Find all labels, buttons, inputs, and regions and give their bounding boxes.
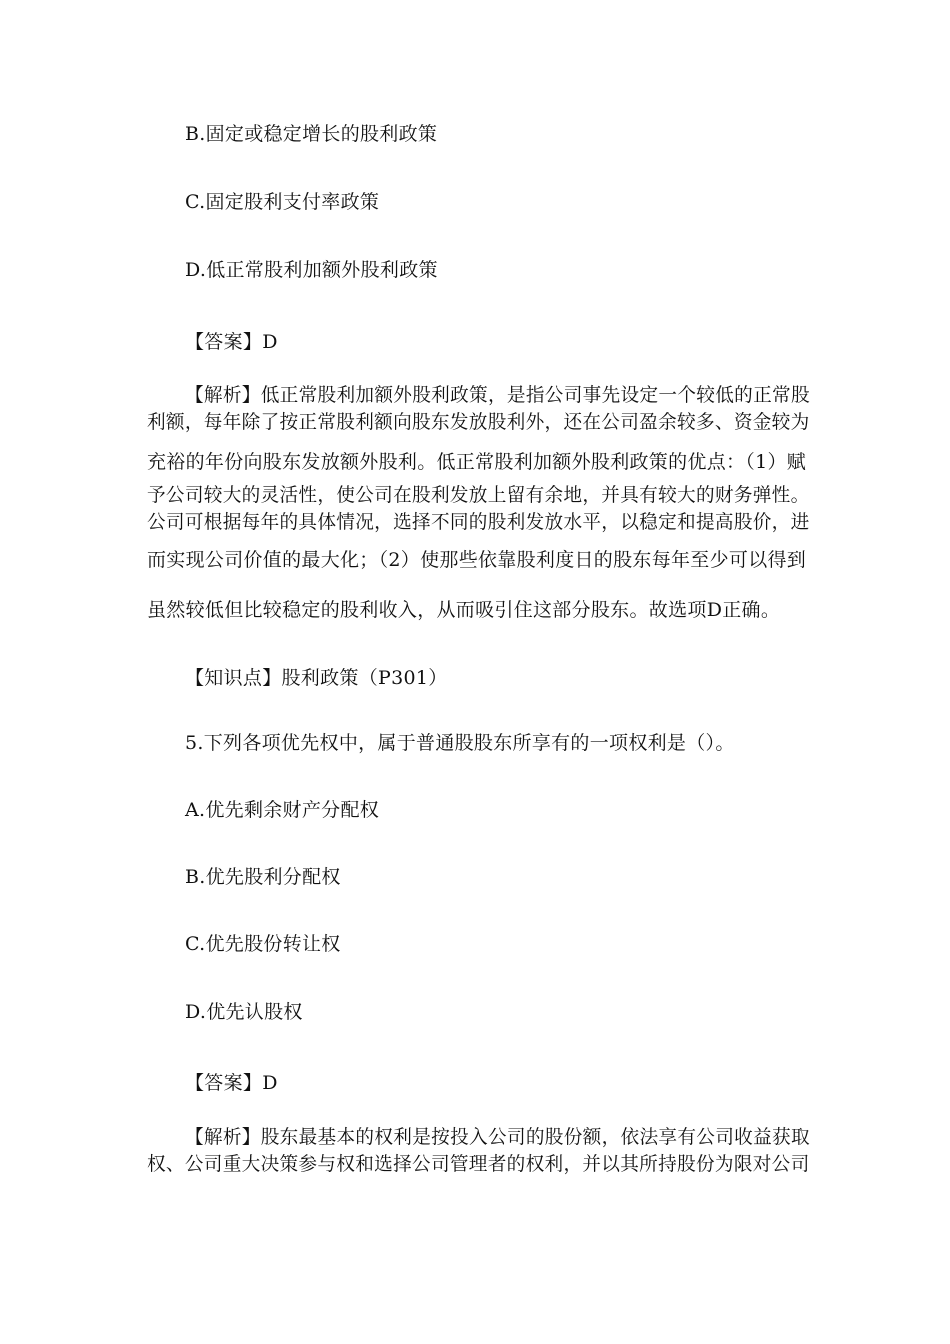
q4-analysis-line: 虽然较低但比较稳定的股利收入，从而吸引住这部分股东。故选项D正确。 — [147, 599, 781, 621]
q4-analysis-line: 利额，每年除了按正常股利额向股东发放股利外，还在公司盈余较多、资金较为 — [147, 411, 810, 433]
q4-knowledge-point: 【知识点】股利政策（P301） — [185, 667, 448, 689]
q4-analysis-line: 充裕的年份向股东发放额外股利。低正常股利加额外股利政策的优点：（1）赋 — [147, 451, 807, 473]
q4-analysis-line: 公司可根据每年的具体情况，选择不同的股利发放水平，以稳定和提高股价，进 — [147, 511, 810, 533]
q4-option-b: B.固定或稳定增长的股利政策 — [185, 123, 438, 145]
q5-analysis-line: 【解析】股东最基本的权利是按投入公司的股份额，依法享有公司收益获取 — [185, 1126, 810, 1148]
q5-answer: 【答案】D — [185, 1072, 278, 1094]
q5-analysis-line: 权、公司重大决策参与权和选择公司管理者的权利，并以其所持股份为限对公司 — [147, 1153, 810, 1175]
q5-stem: 5.下列各项优先权中，属于普通股股东所享有的一项权利是（）。 — [185, 732, 735, 754]
q4-analysis-line: 【解析】低正常股利加额外股利政策，是指公司事先设定一个较低的正常股 — [185, 384, 810, 406]
q4-answer: 【答案】D — [185, 331, 278, 353]
q4-analysis-line: 而实现公司价值的最大化；（2）使那些依靠股利度日的股东每年至少可以得到 — [147, 549, 807, 571]
q5-option-c: C.优先股份转让权 — [185, 933, 341, 955]
q5-option-d: D.优先认股权 — [185, 1001, 303, 1023]
q5-option-b: B.优先股利分配权 — [185, 866, 341, 888]
q5-option-a: A.优先剩余财产分配权 — [185, 799, 380, 821]
q4-option-d: D.低正常股利加额外股利政策 — [185, 259, 438, 281]
q4-option-c: C.固定股利支付率政策 — [185, 191, 380, 213]
q4-analysis-line: 予公司较大的灵活性，使公司在股利发放上留有余地，并具有较大的财务弹性。 — [147, 484, 810, 506]
